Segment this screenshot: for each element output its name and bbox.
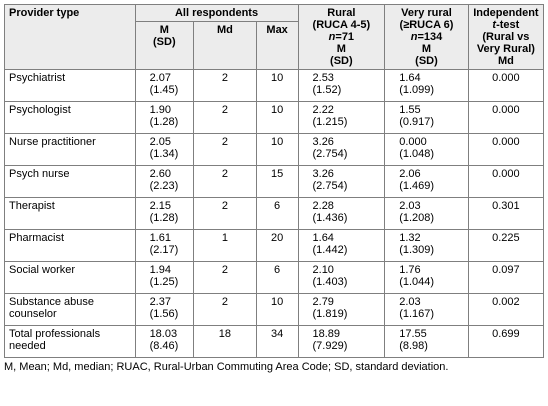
max-value: 10 — [270, 136, 284, 148]
provider-type: Social worker — [9, 264, 76, 276]
median-cell — [194, 262, 257, 294]
md-header-label: Md — [216, 24, 233, 36]
table-row — [5, 134, 544, 166]
sd-value: (2.23) — [149, 180, 179, 192]
ttest-t-italic: t — [492, 19, 497, 31]
max-value: 10 — [270, 296, 284, 308]
ttest-header-line1: Independent — [473, 7, 539, 19]
table-body — [5, 70, 544, 358]
max-header — [256, 22, 298, 70]
very-rural-mean: 2.06 — [399, 168, 421, 180]
ttest-value: 0.002 — [492, 296, 520, 308]
max-cell — [256, 166, 298, 198]
very-rural-n-italic: n — [410, 31, 418, 43]
max-cell — [256, 198, 298, 230]
very-rural-sd: (0.917) — [399, 116, 435, 128]
very-rural-cell — [385, 134, 469, 166]
md-header — [194, 22, 257, 70]
very-rural-mean: 1.64 — [399, 72, 421, 84]
provider-type-cell — [5, 134, 136, 166]
provider-type-cell — [5, 166, 136, 198]
ttest-value: 0.000 — [492, 168, 520, 180]
mean-value: 18.03 — [149, 328, 178, 340]
provider-type: Substance abuse counselor — [9, 296, 95, 320]
mean-value: 2.05 — [149, 136, 171, 148]
ttest-value: 0.097 — [492, 264, 520, 276]
ttest-cell — [468, 166, 543, 198]
very-rural-header — [385, 5, 469, 70]
median-value: 2 — [221, 136, 228, 148]
rural-mean: 3.26 — [312, 168, 334, 180]
provider-type: Psychiatrist — [9, 72, 66, 84]
rural-sd: (1.52) — [312, 84, 342, 96]
very-rural-header-n — [389, 31, 464, 43]
rural-cell — [298, 166, 385, 198]
max-value: 20 — [270, 232, 284, 244]
mean-value: 2.15 — [149, 200, 171, 212]
provider-type-header-label: Provider type — [9, 7, 80, 19]
table-row — [5, 70, 544, 102]
table-row — [5, 230, 544, 262]
provider-type: Pharmacist — [9, 232, 65, 244]
very-rural-header-line1: Very rural — [401, 7, 452, 19]
ttest-value: 0.000 — [492, 72, 520, 84]
ttest-cell — [468, 134, 543, 166]
max-value: 15 — [270, 168, 284, 180]
very-rural-sd: (1.309) — [399, 244, 435, 256]
sd-value: (8.46) — [149, 340, 179, 352]
mean-value: 2.37 — [149, 296, 171, 308]
provider-type: Psychologist — [9, 104, 71, 116]
provider-type-cell — [5, 70, 136, 102]
very-rural-cell — [385, 262, 469, 294]
ttest-header-line4: Very Rural) — [476, 43, 535, 55]
rural-cell — [298, 262, 385, 294]
mean-value: 2.07 — [149, 72, 171, 84]
table-row — [5, 102, 544, 134]
max-cell — [256, 230, 298, 262]
max-value: 10 — [270, 72, 284, 84]
very-rural-cell — [385, 198, 469, 230]
rural-sd: (1.403) — [312, 276, 348, 288]
ttest-cell — [468, 262, 543, 294]
max-cell — [256, 294, 298, 326]
table-row — [5, 198, 544, 230]
rural-header-m: M — [336, 43, 346, 55]
median-value: 2 — [221, 72, 228, 84]
very-rural-sd: (1.048) — [399, 148, 435, 160]
rural-cell — [298, 102, 385, 134]
very-rural-cell — [385, 230, 469, 262]
median-value: 2 — [221, 104, 228, 116]
sd-value: (1.28) — [149, 212, 179, 224]
ttest-header-line5: Md — [497, 55, 514, 67]
max-cell — [256, 134, 298, 166]
mean-sd-cell — [135, 102, 193, 134]
ttest-value: 0.301 — [492, 200, 520, 212]
very-rural-cell — [385, 326, 469, 358]
median-cell — [194, 134, 257, 166]
sd-value: (2.17) — [149, 244, 179, 256]
provider-type-cell — [5, 102, 136, 134]
rural-sd: (1.215) — [312, 116, 348, 128]
very-rural-mean: 1.32 — [399, 232, 421, 244]
rural-header-line2: (RUCA 4-5) — [312, 19, 371, 31]
provider-type: Total professionals needed — [9, 328, 101, 352]
very-rural-mean: 1.76 — [399, 264, 421, 276]
sd-value: (1.34) — [149, 148, 179, 160]
median-value: 1 — [221, 232, 228, 244]
table-container — [4, 4, 544, 373]
mean-sd-cell — [135, 134, 193, 166]
very-rural-sd: (8.98) — [399, 340, 428, 352]
ttest-cell — [468, 102, 543, 134]
rural-mean: 18.89 — [312, 328, 341, 340]
provider-type-header — [5, 5, 136, 70]
max-value: 10 — [270, 104, 284, 116]
ttest-cell — [468, 294, 543, 326]
all-respondents-header — [135, 5, 298, 22]
ttest-test-label: -test — [496, 19, 520, 31]
rural-mean: 1.64 — [312, 232, 334, 244]
ttest-value: 0.699 — [492, 328, 520, 340]
provider-type-cell — [5, 262, 136, 294]
very-rural-header-m: M — [421, 43, 432, 55]
very-rural-sd: (1.208) — [399, 212, 435, 224]
max-value: 6 — [274, 264, 281, 276]
median-cell — [194, 166, 257, 198]
ttest-cell — [468, 70, 543, 102]
rural-sd: (2.754) — [312, 148, 348, 160]
mean-sd-cell — [135, 70, 193, 102]
very-rural-cell — [385, 294, 469, 326]
rural-header — [298, 5, 385, 70]
provider-type-cell — [5, 294, 136, 326]
median-cell — [194, 198, 257, 230]
very-rural-sd: (1.167) — [399, 308, 435, 320]
very-rural-header-sd: (SD) — [415, 55, 438, 67]
all-respondents-label: All respondents — [174, 7, 259, 19]
rural-header-line1: Rural — [327, 7, 356, 19]
mean-sd-cell — [135, 262, 193, 294]
rural-cell — [298, 70, 385, 102]
very-rural-cell — [385, 102, 469, 134]
ttest-value: 0.000 — [492, 104, 520, 116]
very-rural-mean: 2.03 — [399, 296, 421, 308]
mean-sd-cell — [135, 166, 193, 198]
max-cell — [256, 70, 298, 102]
table-row — [5, 294, 544, 326]
ttest-header-line3: (Rural vs — [482, 31, 530, 43]
mean-sd-cell — [135, 230, 193, 262]
mean-value: 2.60 — [149, 168, 171, 180]
median-cell — [194, 102, 257, 134]
rural-mean: 2.10 — [312, 264, 334, 276]
rural-cell — [298, 198, 385, 230]
very-rural-cell — [385, 70, 469, 102]
very-rural-mean: 0.000 — [399, 136, 427, 148]
median-value: 2 — [221, 264, 228, 276]
median-value: 2 — [221, 296, 228, 308]
mean-value: 1.61 — [149, 232, 171, 244]
sd-value: (1.45) — [149, 84, 179, 96]
rural-cell — [298, 134, 385, 166]
median-value: 2 — [221, 168, 228, 180]
provider-type: Therapist — [9, 200, 55, 212]
rural-mean: 2.53 — [312, 72, 334, 84]
median-cell — [194, 326, 257, 358]
very-rural-n-value: =134 — [417, 31, 443, 43]
ttest-cell — [468, 198, 543, 230]
rural-mean: 2.28 — [312, 200, 334, 212]
rural-mean: 2.22 — [312, 104, 334, 116]
max-value: 34 — [270, 328, 284, 340]
max-cell — [256, 326, 298, 358]
rural-cell — [298, 326, 385, 358]
provider-table — [4, 4, 544, 358]
rural-cell — [298, 230, 385, 262]
rural-cell — [298, 294, 385, 326]
median-value: 18 — [218, 328, 231, 340]
mean-value: 1.94 — [149, 264, 171, 276]
rural-n-italic: n — [328, 31, 336, 43]
rural-mean: 3.26 — [312, 136, 334, 148]
ttest-header — [468, 5, 543, 70]
max-value: 6 — [274, 200, 281, 212]
rural-mean: 2.79 — [312, 296, 334, 308]
m-sd-header — [135, 22, 193, 70]
max-cell — [256, 102, 298, 134]
rural-sd: (1.436) — [312, 212, 348, 224]
median-cell — [194, 294, 257, 326]
provider-type: Psych nurse — [9, 168, 70, 180]
very-rural-sd: (1.469) — [399, 180, 435, 192]
mean-sd-cell — [135, 326, 193, 358]
rural-header-sd: (SD) — [330, 55, 353, 67]
ttest-cell — [468, 230, 543, 262]
m-header-label: M — [159, 24, 169, 36]
ttest-cell — [468, 326, 543, 358]
provider-type: Nurse practitioner — [9, 136, 96, 148]
very-rural-mean: 1.55 — [399, 104, 421, 116]
ttest-header-line2 — [473, 19, 539, 31]
rural-sd: (2.754) — [312, 180, 348, 192]
provider-type-cell — [5, 326, 136, 358]
max-cell — [256, 262, 298, 294]
median-cell — [194, 70, 257, 102]
table-row — [5, 326, 544, 358]
sd-header-label: (SD) — [153, 36, 176, 48]
ttest-value: 0.225 — [492, 232, 520, 244]
ttest-value: 0.000 — [492, 136, 520, 148]
median-cell — [194, 230, 257, 262]
very-rural-cell — [385, 166, 469, 198]
very-rural-mean: 2.03 — [399, 200, 421, 212]
median-value: 2 — [221, 200, 228, 212]
table-row — [5, 262, 544, 294]
very-rural-mean: 17.55 — [399, 328, 427, 340]
max-header-label: Max — [266, 24, 288, 36]
table-row — [5, 166, 544, 198]
rural-sd: (7.929) — [312, 340, 348, 352]
sd-value: (1.25) — [149, 276, 179, 288]
sd-value: (1.28) — [149, 116, 179, 128]
mean-sd-cell — [135, 294, 193, 326]
mean-sd-cell — [135, 198, 193, 230]
provider-type-cell — [5, 198, 136, 230]
rural-sd: (1.819) — [312, 308, 348, 320]
very-rural-sd: (1.099) — [399, 84, 435, 96]
rural-sd: (1.442) — [312, 244, 348, 256]
provider-type-cell — [5, 230, 136, 262]
sd-value: (1.56) — [149, 308, 179, 320]
footnote: M, Mean; Md, median; RUAC, Rural-Urban Commuting Area Code; SD, standard deviation. — [4, 361, 449, 373]
rural-n-value: =71 — [335, 31, 355, 43]
very-rural-header-line2: (≥RUCA 6) — [399, 19, 454, 31]
very-rural-sd: (1.044) — [399, 276, 435, 288]
mean-value: 1.90 — [149, 104, 171, 116]
rural-header-n — [303, 31, 381, 43]
